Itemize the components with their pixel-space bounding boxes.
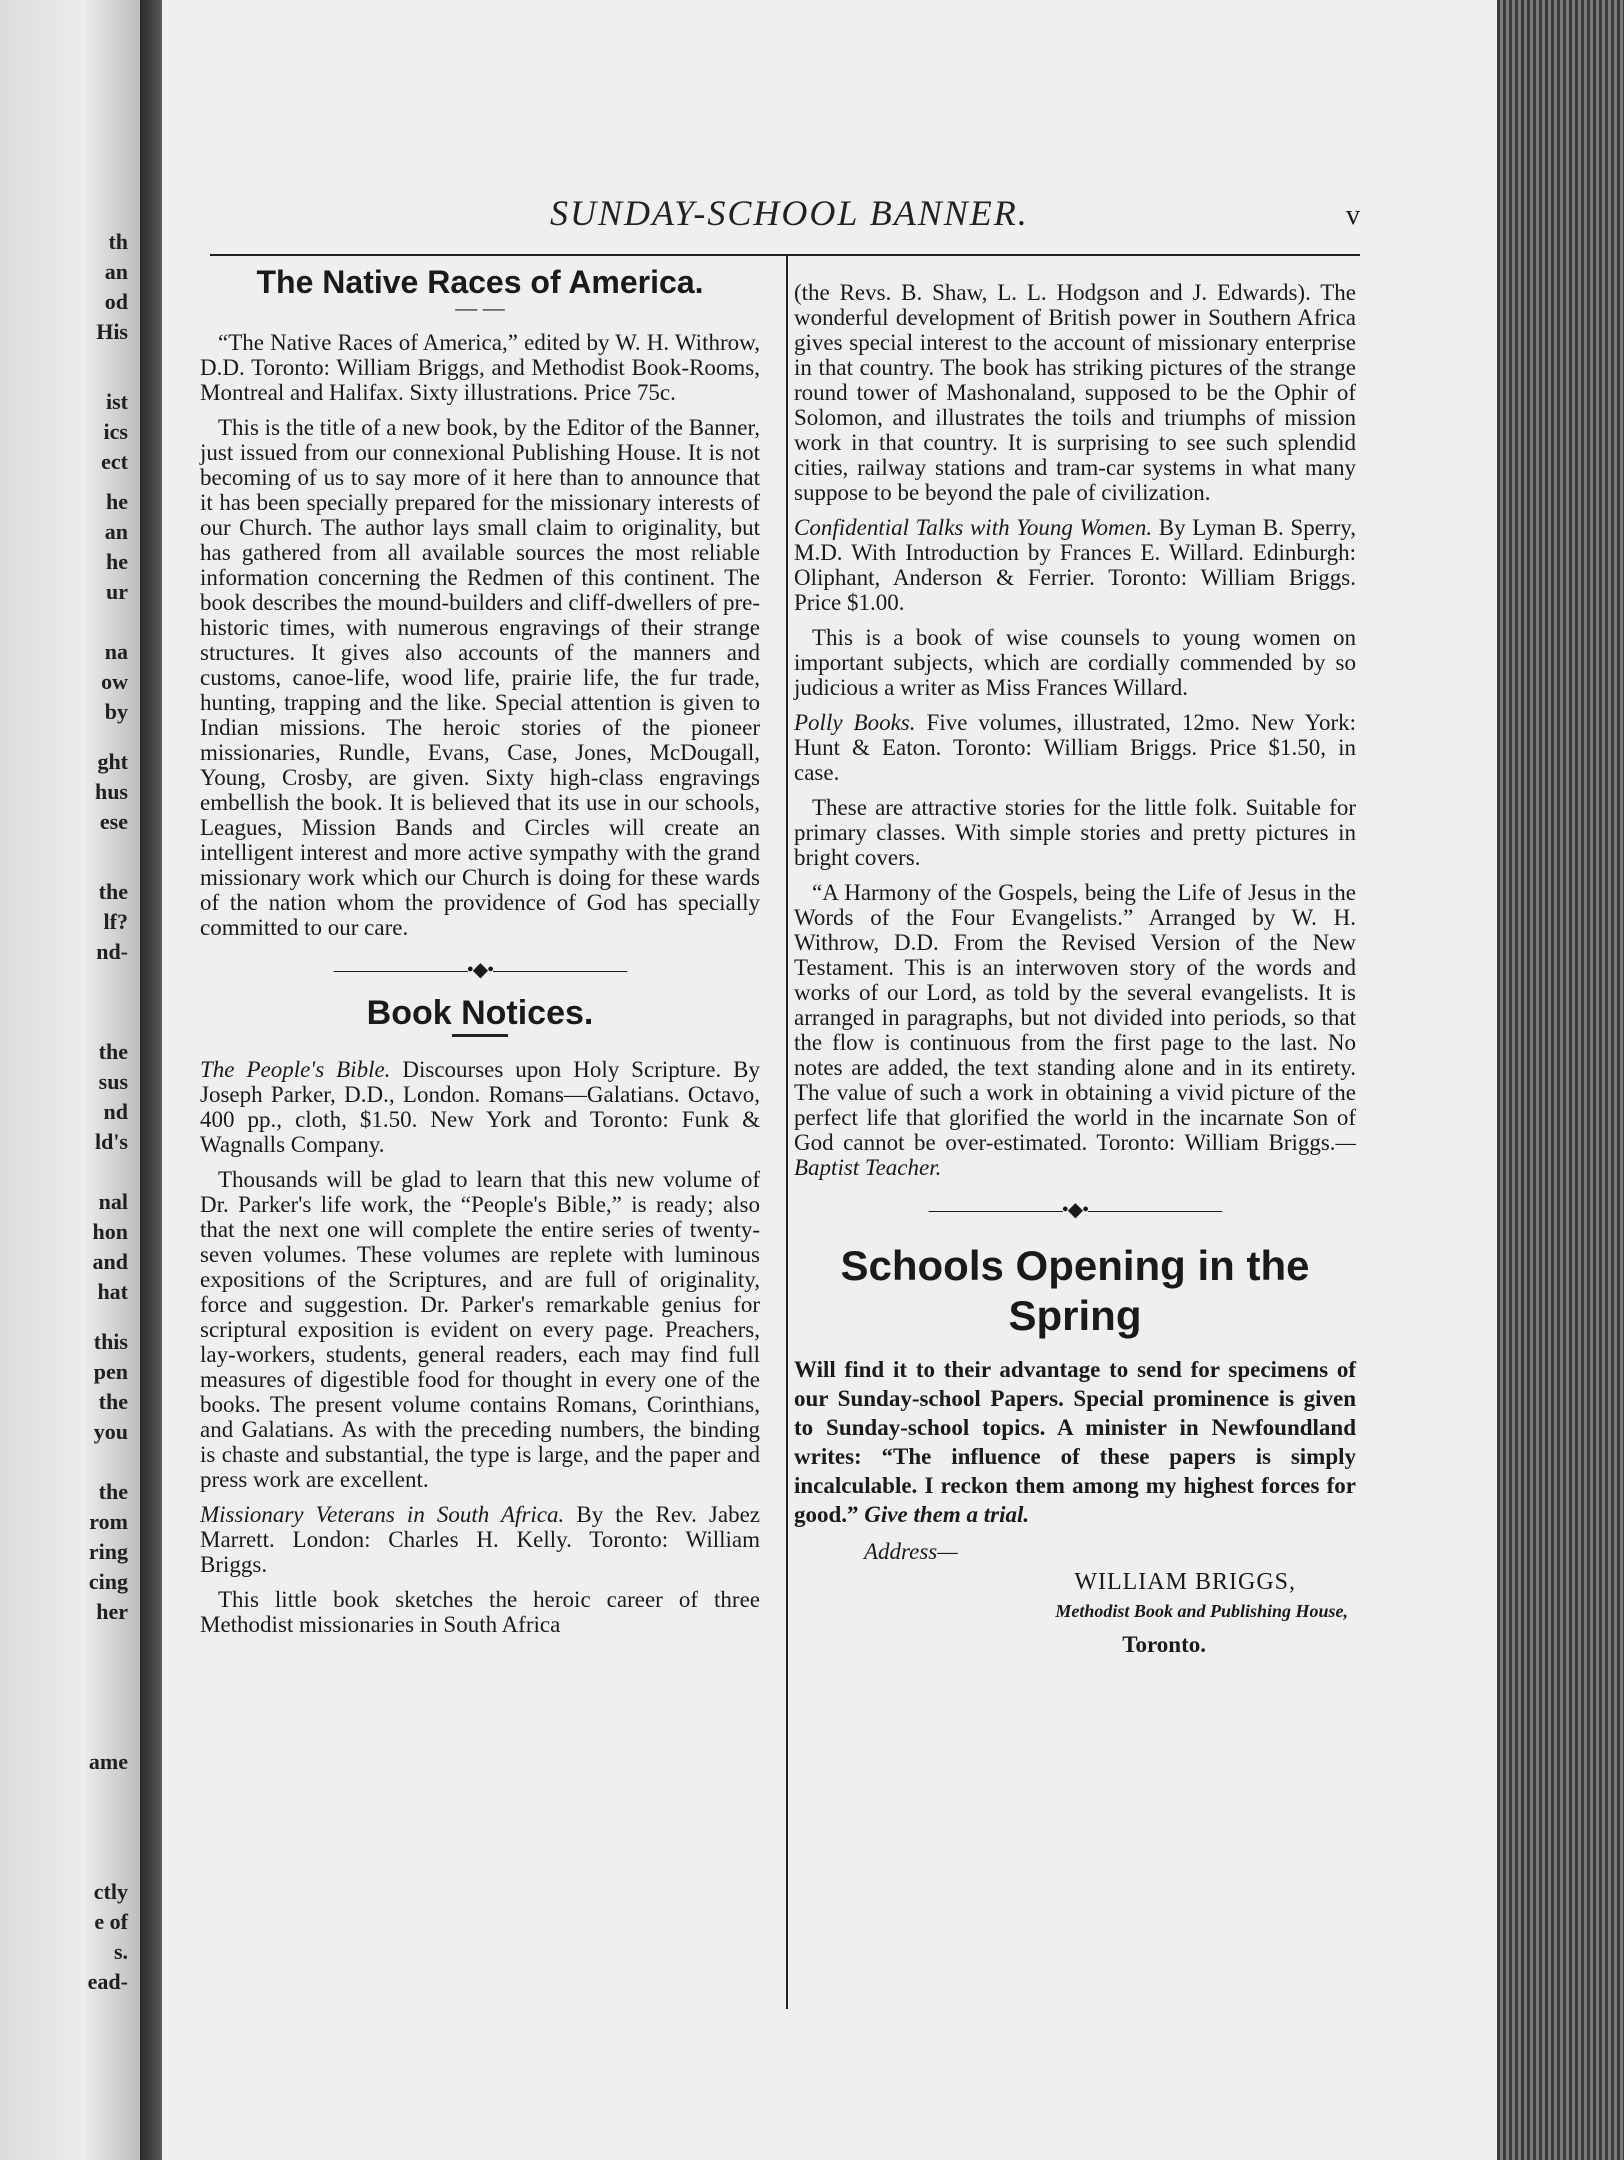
facing-text-fragment: od — [104, 289, 128, 314]
heading-dash: — — — [455, 295, 505, 320]
schools-trial: Give them a trial. — [864, 1502, 1030, 1527]
facing-text-fragment: by — [104, 699, 128, 724]
right-column — [794, 280, 1356, 1657]
book-notices-heading: Book Notices. — [366, 994, 594, 1032]
facing-text-fragment: ect — [101, 449, 128, 474]
facing-text-fragment: lf? — [103, 909, 128, 934]
facing-text-fragment: hon — [92, 1219, 128, 1244]
polly-title: Polly Books. — [794, 710, 916, 735]
facing-text-fragment: he — [106, 549, 128, 574]
facing-text-fragment: hat — [97, 1279, 128, 1304]
veterans-citation: By the Rev. Jabez Marrett. London: Charles H. Kelly. Toronto: William Briggs. — [200, 1502, 761, 1577]
section-ornament-right: ———————•◆•——————— — [928, 1199, 1222, 1221]
facing-text-fragment: nal — [98, 1189, 128, 1214]
polly-citation: Five volumes, illustrated, 12mo. New York: Hunt & Eaton. Toronto: William Briggs. Price $1.50, in case. — [794, 710, 1356, 785]
schools-body: Will find it to their advantage to send for specimens of our Sunday-school Papers. Special prominence is given to Sunday-school topics. A minister in Newfoundland writes: “The influence of these papers is simply incalculable. I reckon them among my highest forces for good.” — [794, 1357, 1356, 1527]
facing-text-fragment: cing — [88, 1569, 128, 1594]
facing-text-fragment: ld's — [94, 1129, 128, 1154]
page-edges — [1497, 0, 1624, 2160]
peoples-bible-entry — [200, 1057, 760, 1157]
facing-text-fragment: s. — [113, 1939, 128, 1964]
page-number: v — [1346, 200, 1360, 231]
book-gutter — [140, 0, 162, 2160]
facing-text-fragment: he — [106, 489, 128, 514]
address-publisher: Methodist Book and Publishing House, — [1055, 1601, 1348, 1621]
facing-text-fragment: ring — [88, 1539, 128, 1564]
veterans-body: This little book sketches the heroic career of three Methodist missionaries in South Africa — [200, 1587, 760, 1637]
facing-text-fragment: the — [98, 1039, 128, 1064]
schools-heading: Schools Opening in the Spring — [840, 1242, 1310, 1339]
peoples-bible-body: Thousands will be glad to learn that this new volume of Dr. Parker's life work, the “People's Bible,” is ready; also that the next one will complete the entire series of twenty-seven volumes. These volumes are replete with luminous expositions of the Scriptures, and are full of originality, force and suggestion. Dr. Parker's remarkable genius for scriptural exposition is evident on every page. Preachers, lay-workers, students, general readers, each may find full measures of digestible food for thought in every one of the books. The present volume contains Romans, Corinthians, and Galatians. As with the preceding numbers, the binding is chaste and substantial, the type is large, and the paper and press work are excellent. — [200, 1167, 760, 1492]
address-name: WILLIAM BRIGGS, — [1074, 1569, 1296, 1595]
facing-text-fragment: an — [104, 259, 128, 284]
facing-text-fragment: hus — [94, 779, 128, 804]
polly-body: These are attractive stories for the little folk. Suitable for primary classes. With simple stories and pretty pictures in bright covers. — [794, 795, 1356, 870]
native-races-citation: “The Native Races of America,” edited by W. H. Withrow, D.D. Toronto: William Briggs, and Methodist Book-Rooms, Montreal and Halifax. Sixty illustrations. Price 75c. — [200, 330, 760, 405]
facing-text-fragment: this — [93, 1329, 128, 1354]
peoples-bible-title: The People's Bible. — [200, 1057, 391, 1082]
peoples-bible-citation: Discourses upon Holy Scripture. By Joseph Parker, D.D., London. Romans—Galatians. Octavo, 400 pp., cloth, $1.50. New York and Toronto: Funk & Wagnalls Company. — [200, 1057, 761, 1157]
facing-text-fragment: the — [98, 1389, 128, 1414]
facing-text-fragment: and — [92, 1249, 128, 1274]
native-races-heading: The Native Races of America. — [256, 264, 704, 300]
facing-text-fragment: ese — [99, 809, 128, 834]
facing-text-fragment: you — [93, 1419, 128, 1444]
facing-page-fragment — [0, 0, 140, 2160]
facing-text-fragment: her — [96, 1599, 128, 1624]
column-divider — [786, 254, 788, 2009]
facing-text-fragment: sus — [98, 1069, 128, 1094]
facing-text-fragment: ame — [88, 1749, 128, 1774]
address-city: Toronto. — [1122, 1632, 1206, 1657]
facing-text-fragment: ght — [97, 749, 128, 774]
confidential-entry — [794, 515, 1356, 615]
section-ornament: ———————•◆•——————— — [333, 959, 627, 981]
address-label: Address— — [864, 1539, 958, 1564]
facing-text-fragment: the — [98, 879, 128, 904]
facing-text-fragment: th — [108, 229, 128, 254]
journal-title: SUNDAY-SCHOOL BANNER. — [550, 193, 1029, 233]
veterans-title: Missionary Veterans in South Africa. — [200, 1502, 565, 1527]
facing-text-fragment: ur — [106, 579, 128, 604]
confidential-title: Confidential Talks with Young Women. — [794, 515, 1153, 540]
facing-text-fragment: ow — [101, 669, 128, 694]
native-races-body: This is the title of a new book, by the Editor of the Banner, just issued from our connexional Publishing House. It is not becoming of us to say more of it here than to announce that it has been specially prepared for the missionary interests of our Church. The author lays small claim to originality, but has gathered from all available sources the most reliable information concerning the Redmen of this continent. The book describes the mound-builders and cliff-dwellers of pre-historic times, with numerous engravings of their strange structures. It gives also accounts of the manners and customs, canoe-life, wood life, prairie life, the fur trade, hunting, trapping and the like. Special attention is given to Indian missions. The heroic stories of the pioneer missionaries, Rundle, Evans, Case, Jones, McDougall, Young, Crosby, are given. Sixty high-class engravings embellish the book. It is believed that its use in our schools, Leagues, Mission Bands and Circles will create an intelligent interest and more active sympathy with the grand missionary work which our Church is doing for these wards of the nation whom the providence of God has specially committed to our care. — [200, 415, 760, 940]
confidential-citation: By Lyman B. Sperry, M.D. With Introduction by Frances E. Willard. Edinburgh: Oliphant, Anderson & Ferrier. Toronto: William Briggs. Price $1.00. — [794, 515, 1356, 615]
facing-text-fragment: nd — [103, 1099, 128, 1124]
facing-text-fragment: ctly — [93, 1879, 128, 1904]
running-head — [210, 170, 1360, 256]
harmony-entry — [794, 880, 1356, 1180]
confidential-body: This is a book of wise counsels to young women on important subjects, which are cordially commended by so judicious a writer as Miss Frances Willard. — [794, 625, 1356, 700]
facing-text-fragment: ist — [106, 389, 128, 414]
harmony-body: “A Harmony of the Gospels, being the Life of Jesus in the Words of the Four Evangelists.” Arranged by W. H. Withrow, D.D. From the Revised Version of the New Testament. This is an interwoven story of the words and works of our Lord, as told by the several evangelists. It is arranged in paragraphs, but not divided into periods, so that the flow is continuous from the first page to the last. No notes are added, the text standing alone and in its entirety. The value of such a work in obtaining a vivid picture of the perfect life that glorified the world in the incarnate Son of God cannot be over-estimated. Toronto: William Briggs. — [794, 880, 1356, 1155]
facing-text-fragment: e of — [94, 1909, 128, 1934]
veterans-continued: (the Revs. B. Shaw, L. L. Hodgson and J. Edwards). The wonderful development of British power in Southern Africa gives special interest to the account of missionary enterprise in that country. The book has striking pictures of the strange round tower of Mashonaland, supposed to be the Ophir of Solomon, and illustrates the toils and triumphs of mission work in that country. It is surprising to see such splendid cities, railway stations and tram-car systems in what many suppose to be beyond the pale of civilization. — [794, 280, 1356, 505]
heading-rule — [452, 1034, 508, 1037]
facing-text-fragment: the — [98, 1479, 128, 1504]
facing-text-fragment: na — [104, 639, 128, 664]
facing-text-fragment: pen — [93, 1359, 128, 1384]
facing-text-fragment: ics — [103, 419, 128, 444]
facing-text-fragment: an — [104, 519, 128, 544]
facing-text-fragment: rom — [89, 1509, 128, 1534]
harmony-source: —Baptist Teacher. — [794, 1130, 1356, 1180]
polly-entry — [794, 710, 1356, 785]
facing-text-fragment: His — [96, 319, 128, 344]
veterans-entry — [200, 1502, 760, 1577]
facing-text-fragment: ead- — [87, 1969, 128, 1994]
facing-text-fragment: nd- — [96, 939, 128, 964]
schools-advert — [794, 1355, 1356, 1529]
left-column — [200, 260, 760, 1647]
